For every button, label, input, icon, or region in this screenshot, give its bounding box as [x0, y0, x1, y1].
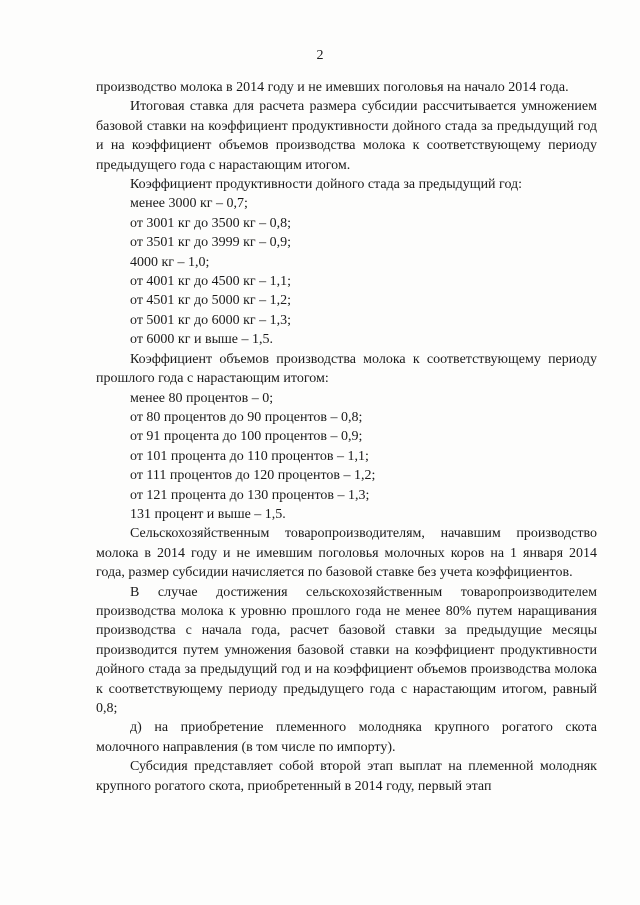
- paragraph: Сельскохозяйственным товаропроизводителям, начавшим производство молока в 2014 году и не имевшим поголовья молочных коров на 1 января 2014 года, размер субсидии начисляется по базовой ставке без учета коэффициентов.: [96, 526, 597, 581]
- list-item: от 5001 кг до 6000 кг – 1,3;: [130, 312, 292, 328]
- paragraph: В случае достижения сельскохозяйственным товаропроизводителем производства молока к уровню прошлого года не менее 80% путем наращивания производства с начала года, расчет базовой ставки за предыдущие месяцы производится путем умножения базовой ставки на коэффициент продуктивности дойного стада за предыдущий год и на коэффициент объемов производства молока к соответствующему периоду предыдущего года с нарастающим итогом, равный 0,8;: [96, 584, 597, 716]
- paragraph: производство молока в 2014 году и не имевших поголовья на начало 2014 года.: [96, 80, 569, 95]
- list-item: Коэффициент продуктивности дойного стада за предыдущий год:: [130, 177, 523, 193]
- list-item: 4000 кг – 1,0;: [130, 254, 210, 270]
- paragraph: д) на приобретение племенного молодняка крупного рогатого скота молочного направления (в том числе по импорту).: [96, 720, 597, 755]
- list-item: 131 процент и выше – 1,5.: [130, 506, 286, 522]
- list-item: от 3001 кг до 3500 кг – 0,8;: [130, 215, 292, 231]
- page-number: 2: [316, 48, 324, 63]
- list-item: от 4001 кг до 4500 кг – 1,1;: [130, 274, 292, 290]
- document-body: [96, 78, 597, 796]
- paragraph: Субсидия представляет собой второй этап выплат на племенной молодняк крупного рогатого скота, приобретенный в 2014 году, первый этап: [96, 759, 597, 794]
- list-item: менее 3000 кг – 0,7;: [130, 196, 248, 212]
- list-item: от 121 процента до 130 процентов – 1,3;: [130, 487, 370, 503]
- list-item: от 80 процентов до 90 процентов – 0,8;: [130, 409, 363, 425]
- list-item: от 91 процента до 100 процентов – 0,9;: [130, 429, 363, 445]
- list-item: от 111 процентов до 120 процентов – 1,2;: [130, 468, 376, 484]
- list-item: от 3501 кг до 3999 кг – 0,9;: [130, 235, 292, 251]
- paragraph: Коэффициент объемов производства молока к соответствующему периоду прошлого года с нарастающим итогом:: [96, 351, 597, 387]
- list-item: от 4501 кг до 5000 кг – 1,2;: [130, 293, 292, 309]
- list-item: от 6000 кг и выше – 1,5.: [130, 332, 273, 348]
- paragraph: Итоговая ставка для расчета размера субсидии рассчитывается умножением базовой ставки на коэффициент продуктивности дойного стада за предыдущий год и на коэффициент объемов производства молока к соответствующему периоду предыдущего года с нарастающим итогом.: [96, 99, 597, 173]
- list-item: менее 80 процентов – 0;: [130, 390, 274, 406]
- list-item: от 101 процента до 110 процентов – 1,1;: [130, 448, 369, 464]
